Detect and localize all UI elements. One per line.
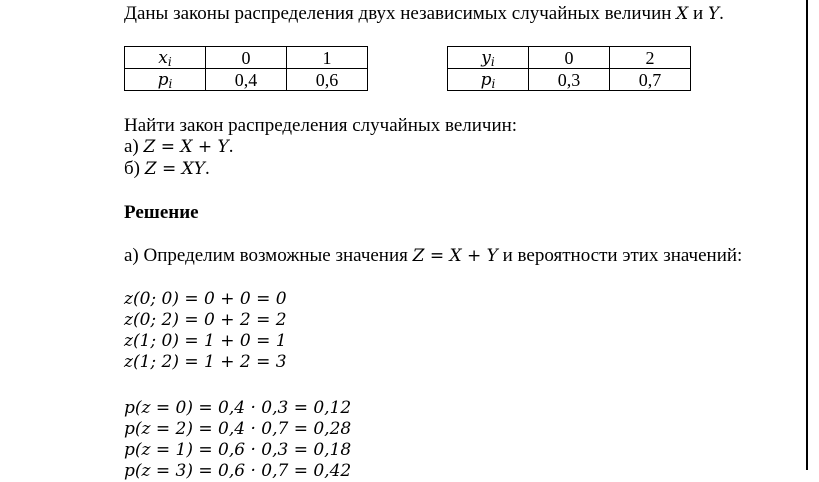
table-cell: 1 (287, 47, 368, 69)
table-cell: 0,3 (529, 69, 610, 91)
table-row (125, 69, 368, 91)
table-header-pi: $p_i$ (448, 69, 529, 91)
z-value-line: z(1; 2) = 1 + 2 = 3 (124, 352, 287, 372)
table-header-yi: $y_i$ (448, 47, 529, 69)
var-x: X (676, 4, 689, 24)
table-header-pi: $p_i$ (125, 69, 206, 91)
table-row (448, 47, 691, 69)
probability-line: p(z = 2) = 0,4 · 0,7 = 0,28 (124, 419, 352, 439)
table-cell: 0 (529, 47, 610, 69)
table-header-xi: $x_i$ (125, 47, 206, 69)
part-a-expr: Z = X + Y (412, 246, 498, 266)
solution-heading: Решение (124, 202, 199, 223)
table-cell: 0,7 (610, 69, 691, 91)
intro-before: Даны законы распределения двух независимых случайных величин (124, 3, 677, 24)
table-cell: 0,6 (287, 69, 368, 91)
probability-line: p(z = 1) = 0,6 · 0,3 = 0,18 (124, 440, 352, 460)
probability-line: p(z = 0) = 0,4 · 0,3 = 0,12 (124, 398, 352, 418)
distribution-table-x (124, 46, 368, 91)
z-value-line: z(0; 0) = 0 + 0 = 0 (124, 289, 287, 309)
task-a: а) Z = X + Y. (124, 136, 234, 157)
part-a-intro: а) Определим возможные значения Z = X + Y и вероятности этих значений: (124, 245, 743, 266)
probability-line: p(z = 3) = 0,6 · 0,7 = 0,42 (124, 461, 352, 481)
table-row (125, 47, 368, 69)
table-row (448, 69, 691, 91)
task-a-expr: Z = X + Y (143, 137, 229, 157)
table-cell: 0 (206, 47, 287, 69)
z-value-line: z(0; 2) = 0 + 2 = 2 (124, 310, 287, 330)
task-b-expr: Z = XY (144, 159, 205, 179)
distribution-table-y (447, 46, 691, 91)
task-title: Найти закон распределения случайных величин: (124, 115, 518, 136)
table-cell: 2 (610, 47, 691, 69)
intro-period: . (719, 3, 724, 24)
z-value-line: z(1; 0) = 1 + 0 = 1 (124, 331, 287, 351)
right-edge-rule (806, 0, 808, 470)
intro-text (124, 3, 724, 25)
intro-and: и (688, 3, 708, 24)
var-y: Y (707, 4, 720, 24)
task-b: б) Z = XY. (124, 158, 210, 179)
table-cell: 0,4 (206, 69, 287, 91)
